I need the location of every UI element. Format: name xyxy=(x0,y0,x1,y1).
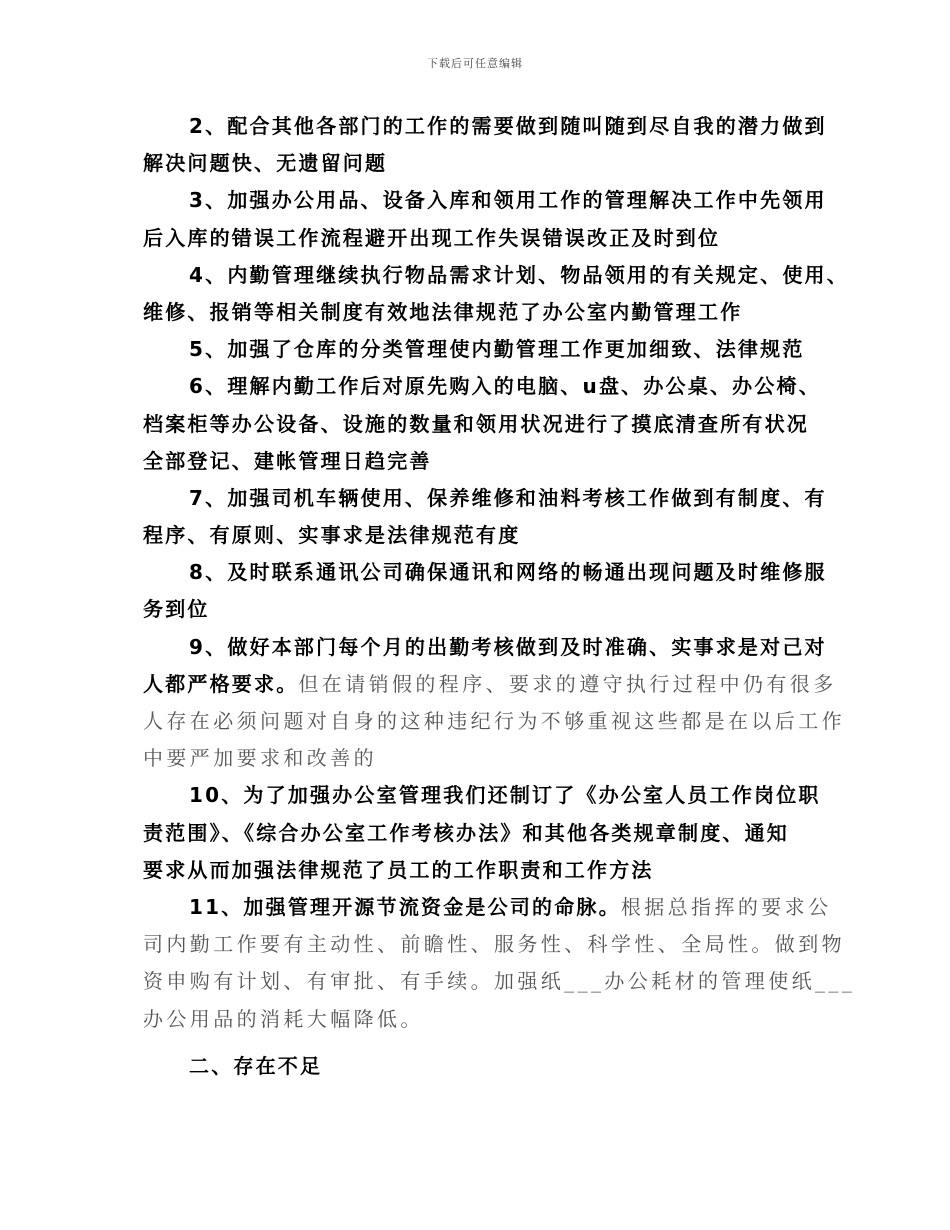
text-bold: 5、加强了仓库的分类管理使内勤管理工作更加细致、法律规范 xyxy=(189,337,805,362)
text-bold: 3、加强办公用品、设备入库和领用工作的管理解决工作中先领用 xyxy=(189,188,827,213)
paragraph-line xyxy=(143,145,813,182)
text-bold: 程序、有原则、实事求是法律规范有度 xyxy=(143,523,521,548)
text-bold: 维修、报销等相关制度有效地法律规范了办公室内勤管理工作 xyxy=(143,299,743,324)
paragraph-line xyxy=(143,591,813,628)
paragraph-line xyxy=(143,1001,813,1038)
text-bold: 8、及时联系通讯公司确保通讯和网络的畅通出现问题及时维修服 xyxy=(189,560,827,585)
paragraph-line xyxy=(143,257,849,294)
text-regular: 人存在必须问题对自身的这种违纪行为不够重视这些都是在以后工作 xyxy=(143,709,845,733)
text-bold: 7、加强司机车辆使用、保养维修和油料考核工作做到有制度、有 xyxy=(189,485,827,510)
paragraph-line xyxy=(143,108,827,145)
paragraph-line xyxy=(143,740,813,777)
paragraph-line xyxy=(143,182,827,219)
paragraph-line xyxy=(143,480,827,517)
text-bold: 9、做好本部门每个月的出勤考核做到及时准确、实事求是对己对 xyxy=(189,634,827,659)
paragraph-line xyxy=(143,517,813,554)
document-body xyxy=(143,108,856,1085)
paragraph-line xyxy=(143,777,821,814)
text-bold: 2、配合其他各部门的工作的需要做到随叫随到尽自我的潜力做到 xyxy=(189,114,827,138)
paragraph-line xyxy=(143,220,813,257)
text-bold: 要求从而加强法律规范了员工的工作职责和工作方法 xyxy=(143,857,654,882)
text-bold: 二、存在不足 xyxy=(189,1053,323,1078)
text-bold: 解决问题快、无遗留问题 xyxy=(143,151,388,176)
paragraph-line xyxy=(143,331,813,368)
paragraph-line xyxy=(143,926,845,963)
header-note: 下载后可任意编辑 xyxy=(427,57,523,70)
text-regular: 根据总指挥的要求公 xyxy=(620,894,832,919)
text-regular: 司内勤工作要有主动性、前瞻性、服务性、科学性、全局性。做到物 xyxy=(143,932,845,957)
text-regular: 中要严加要求和改善的 xyxy=(143,746,377,771)
text-bold: 责范围》、《综合办公室工作考核办法》和其他各类规章制度、通知 xyxy=(143,820,789,845)
paragraph-line xyxy=(143,406,813,443)
text-regular: 但在请销假的程序、要求的遵守执行过程中仍有很多 xyxy=(298,671,837,696)
paragraph-line xyxy=(143,666,837,703)
text-regular: 资申购有计划、有审批、有手续。加强纸___办公耗材的管理使纸___ xyxy=(143,969,856,994)
paragraph-line xyxy=(143,554,827,591)
paragraph-line xyxy=(143,889,832,926)
spacer xyxy=(143,1038,813,1048)
paragraph-line xyxy=(143,368,821,405)
text-bold: 务到位 xyxy=(143,597,210,622)
paragraph-line xyxy=(143,963,856,1000)
text-bold: 档案柜等办公设备、设施的数量和领用状况进行了摸底清查所有状况 xyxy=(143,411,809,436)
paragraph-line xyxy=(143,629,827,666)
paragraph-line xyxy=(143,852,813,889)
text-bold: 10、为了加强办公室管理我们还制订了《办公室人员工作岗位职 xyxy=(189,783,821,808)
text-bold: 全部登记、建帐管理日趋完善 xyxy=(143,448,432,473)
section-heading xyxy=(143,1048,813,1085)
text-bold: 后入库的错误工作流程避开出现工作失误错误改正及时到位 xyxy=(143,225,721,250)
paragraph-line xyxy=(143,703,845,740)
text-bold: 11、加强管理开源节流资金是公司的命脉。 xyxy=(189,894,621,919)
paragraph-line xyxy=(143,294,813,331)
text-regular: 办公用品的消耗大幅降低。 xyxy=(143,1006,424,1031)
text-bold: 人都严格要求。 xyxy=(143,671,299,696)
text-bold: 4、内勤管理继续执行物品需求计划、物品领用的有关规定、使用、 xyxy=(189,262,849,287)
paragraph-line xyxy=(143,443,813,480)
text-bold: 6、理解内勤工作后对原先购入的电脑、u盘、办公桌、办公椅、 xyxy=(189,374,821,399)
paragraph-line xyxy=(143,815,813,852)
